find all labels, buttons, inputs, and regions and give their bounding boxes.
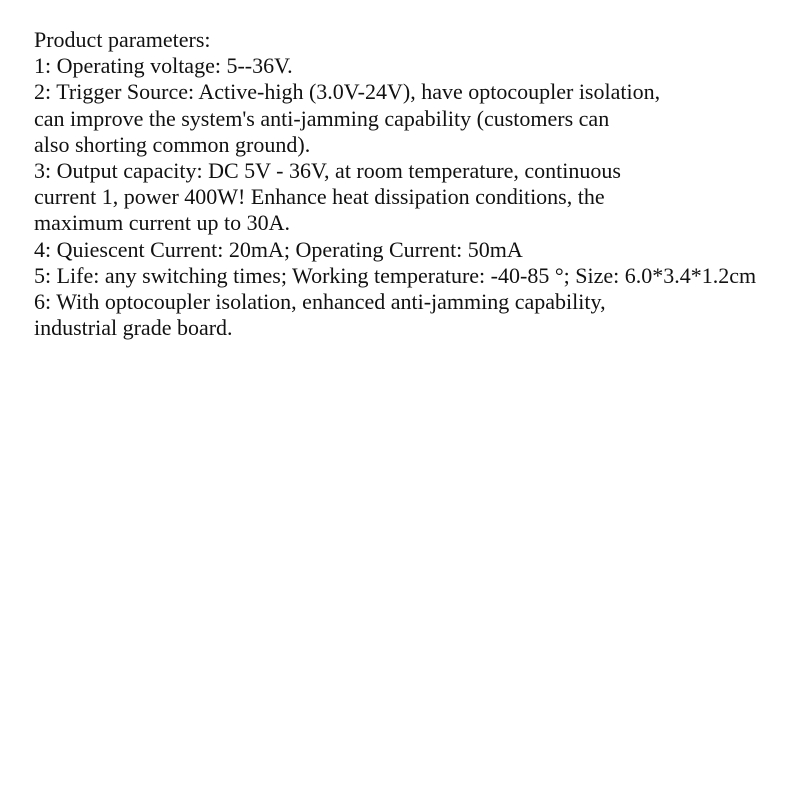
param-life-temperature-size: 5: Life: any switching times; Working temperature: -40-85 °; Size: 6.0*3.4*1.2cm [34, 262, 757, 288]
param-output-capacity-line-3: maximum current up to 30A. [34, 210, 291, 236]
param-operating-voltage: 1: Operating voltage: 5--36V. [34, 53, 293, 79]
param-optocoupler-line-1: 6: With optocoupler isolation, enhanced anti-jamming capability, [34, 288, 606, 314]
param-optocoupler-line-2: industrial grade board. [34, 315, 233, 341]
param-quiescent-current: 4: Quiescent Current: 20mA; Operating Current: 50mA [34, 236, 523, 262]
param-output-capacity-line-1: 3: Output capacity: DC 5V - 36V, at room temperature, continuous [34, 157, 621, 183]
param-output-capacity-line-2: current 1, power 400W! Enhance heat dissipation conditions, the [34, 184, 605, 210]
param-trigger-source-line-1: 2: Trigger Source: Active-high (3.0V-24V), have optocoupler isolation, [34, 79, 661, 105]
param-trigger-source-line-3: also shorting common ground). [34, 131, 311, 157]
product-parameters-text [34, 27, 800, 341]
param-trigger-source-line-2: can improve the system's anti-jamming capability (customers can [34, 105, 610, 131]
parameters-heading: Product parameters: [34, 27, 211, 52]
